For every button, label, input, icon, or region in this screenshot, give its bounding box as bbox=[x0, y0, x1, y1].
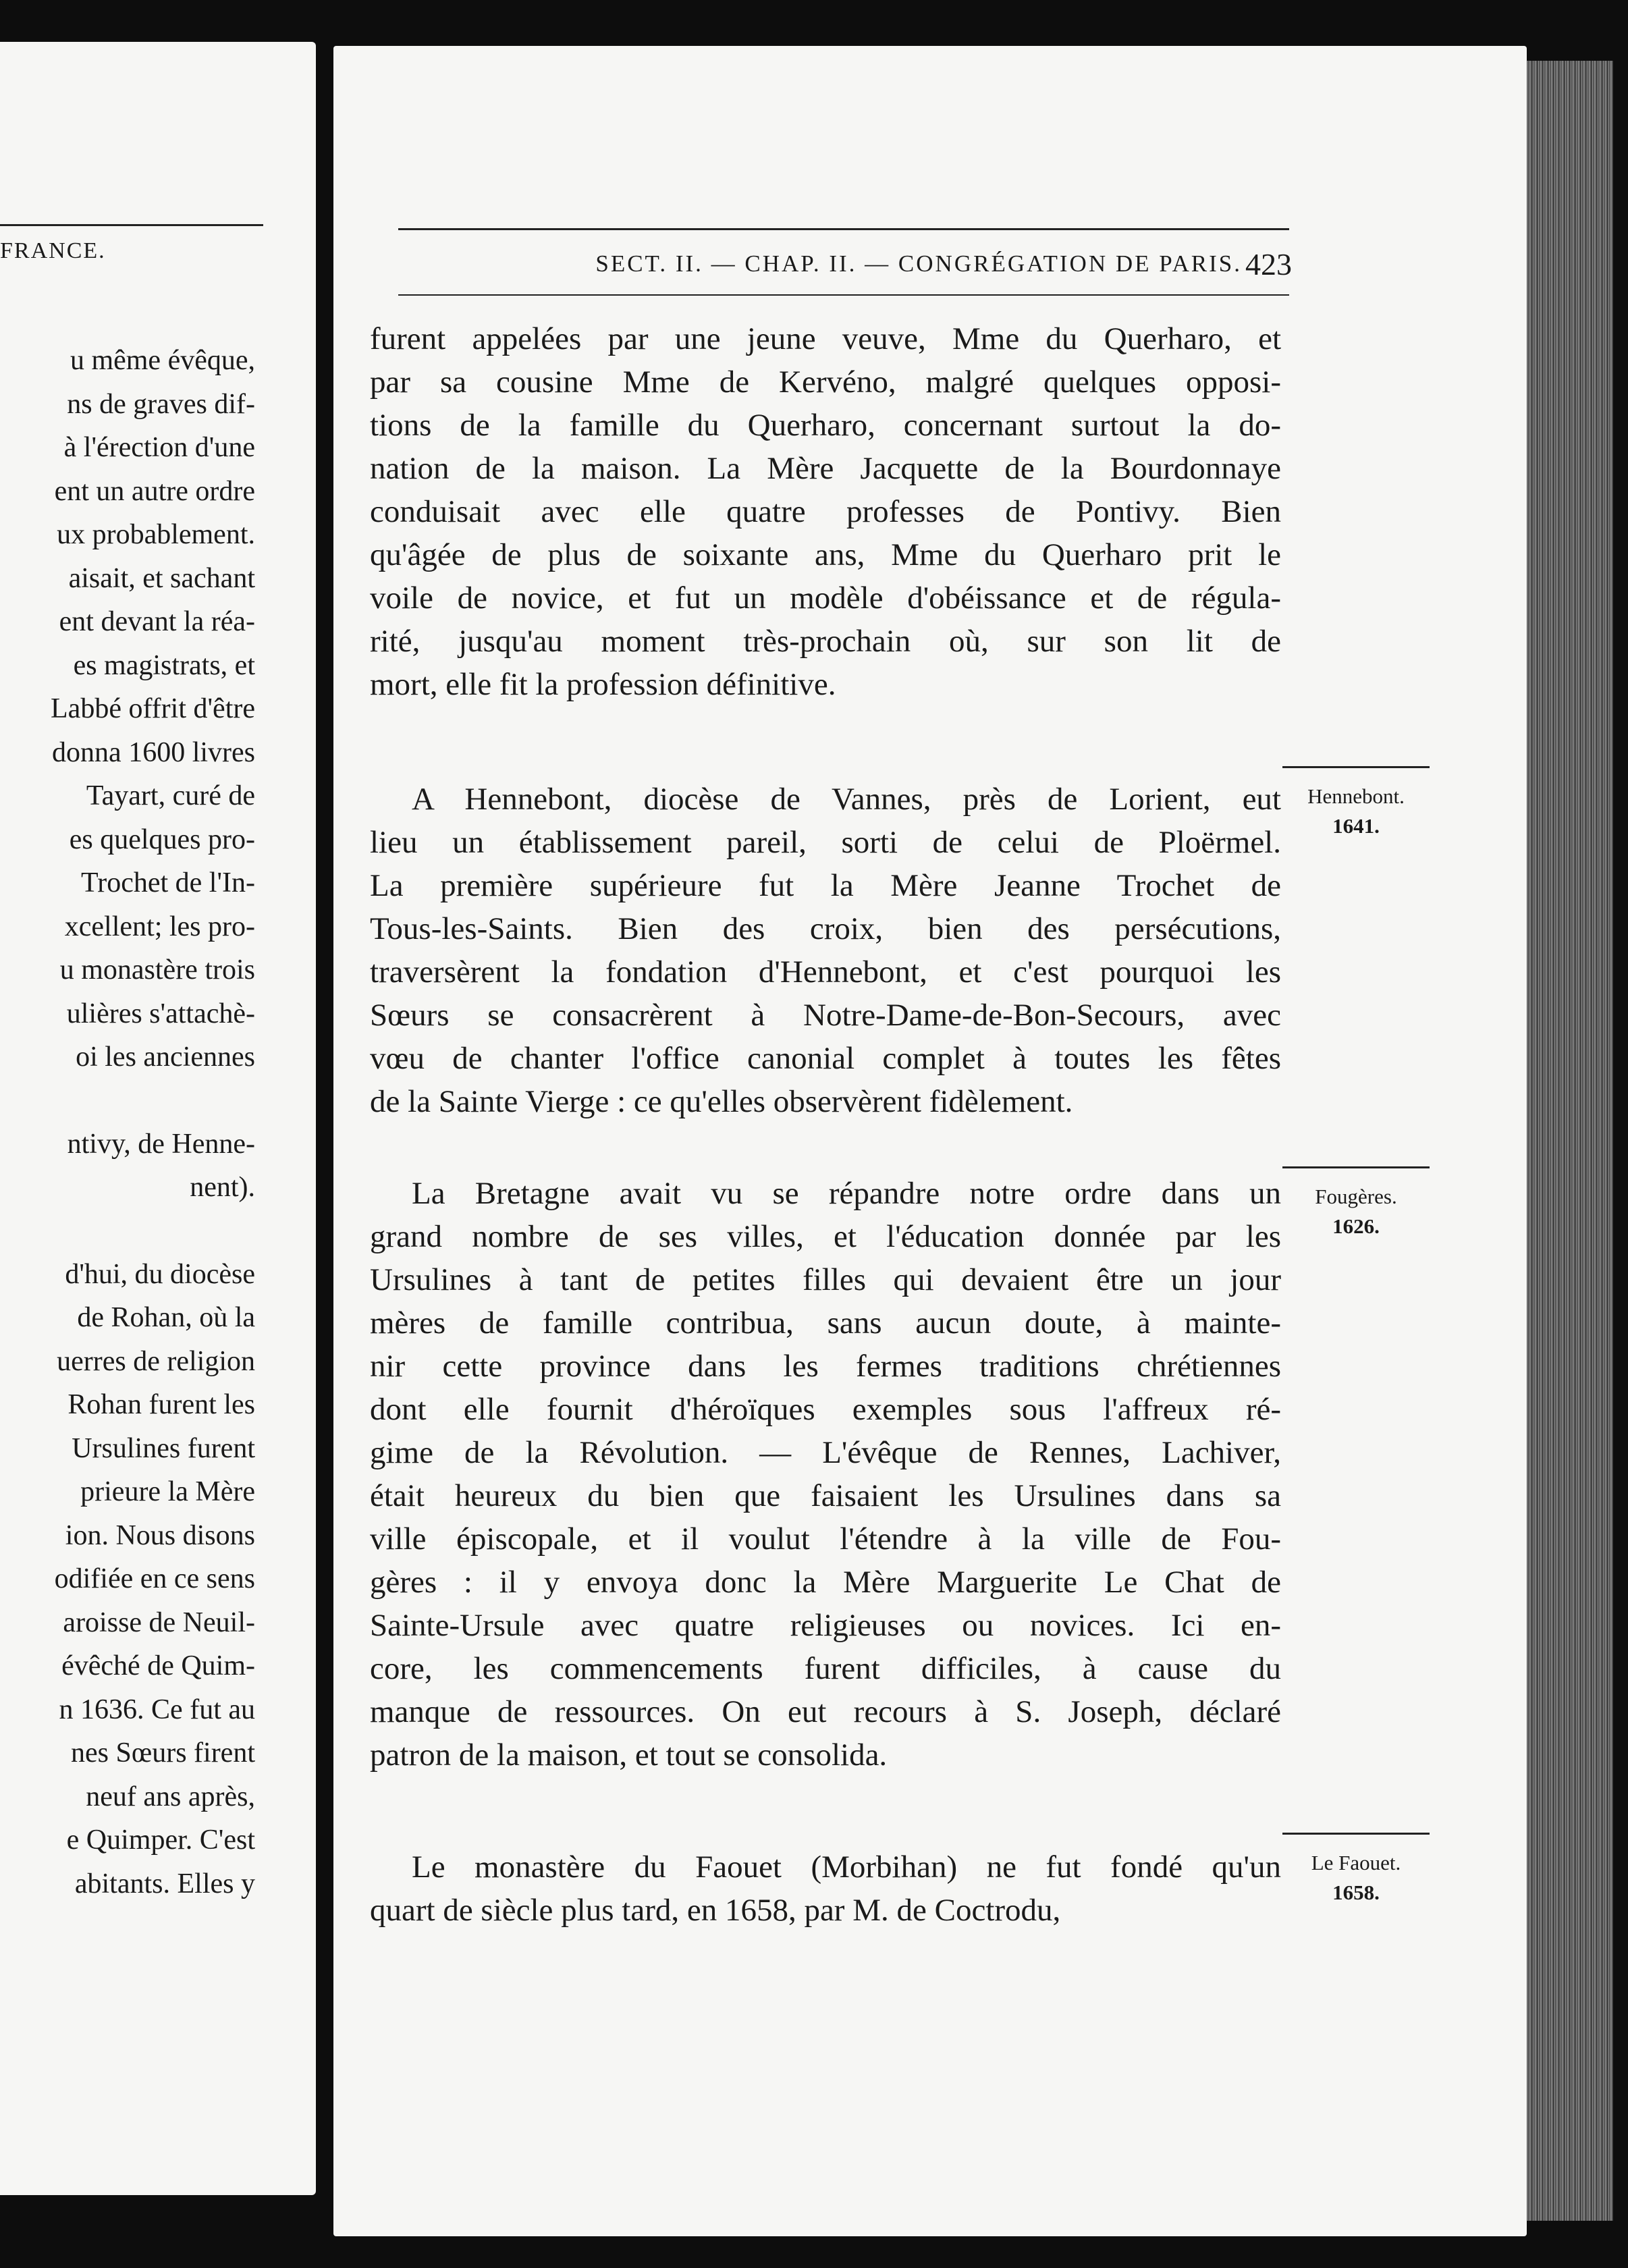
text-line: voile de novice, et fut un modèle d'obéissance et de régula- bbox=[370, 580, 1281, 616]
left-line: Ursulines furent bbox=[72, 1432, 255, 1464]
text-line: conduisait avec elle quatre professes de Pontivy. Bien bbox=[370, 494, 1281, 529]
book-page-edges bbox=[1512, 61, 1613, 2221]
text-line: nir cette province dans les fermes traditions chrétiennes bbox=[370, 1349, 1281, 1384]
text-line: de la Sainte Vierge : ce qu'elles observèrent fidèlement. bbox=[370, 1084, 1073, 1119]
left-line: donna 1600 livres bbox=[52, 736, 255, 768]
text-line: tions de la famille du Querharo, concernant surtout la do- bbox=[370, 408, 1281, 443]
text-line: traversèrent la fondation d'Hennebont, et c'est pourquoi les bbox=[370, 954, 1281, 990]
left-line: Trochet de l'In- bbox=[81, 867, 255, 898]
left-blank-line bbox=[0, 1210, 255, 1253]
left-line: ns de graves dif- bbox=[67, 388, 255, 420]
text-line: Le monastère du Faouet (Morbihan) ne fut fondé qu'un bbox=[412, 1850, 1281, 1885]
text-line: gères : il y envoya donc la Mère Marguerite Le Chat de bbox=[370, 1565, 1281, 1600]
sidenote-hennebont bbox=[1282, 766, 1430, 841]
text-line: furent appelées par une jeune veuve, Mme du Querharo, et bbox=[370, 321, 1281, 356]
running-header bbox=[398, 228, 1292, 281]
left-line: Labbé offrit d'être bbox=[51, 693, 255, 724]
text-line: dont elle fournit d'héroïques exemples sous l'affreux ré- bbox=[370, 1392, 1281, 1427]
text-line: mort, elle fit la profession définitive. bbox=[370, 667, 836, 702]
left-line: odifiée en ce sens bbox=[54, 1563, 255, 1594]
left-line: ulières s'attachè- bbox=[66, 998, 255, 1029]
text-line: vœu de chanter l'office canonial complet à toutes les fêtes bbox=[370, 1041, 1281, 1076]
sidenote-rule bbox=[1282, 766, 1430, 768]
page-number: 423 bbox=[1245, 247, 1292, 281]
text-line: mères de famille contribua, sans aucun doute, à mainte- bbox=[370, 1305, 1281, 1341]
left-line: e Quimper. C'est bbox=[66, 1825, 255, 1856]
left-line: es magistrats, et bbox=[73, 649, 255, 681]
sidenote-place: Hennebont. bbox=[1307, 784, 1405, 808]
left-blank-line bbox=[0, 1079, 255, 1123]
left-line: aroisse de Neuil- bbox=[63, 1606, 255, 1638]
text-line: Tous-les-Saints. Bien des croix, bien des persécutions, bbox=[370, 911, 1281, 946]
paragraph-bretagne bbox=[370, 1172, 1281, 1777]
paragraph-querharo bbox=[370, 317, 1281, 706]
text-line: ville épiscopale, et il voulut l'étendre à la ville de Fou- bbox=[370, 1521, 1281, 1557]
running-header-title: SECT. II. — CHAP. II. — CONGRÉGATION DE PARIS. bbox=[595, 250, 1242, 277]
left-line: ent devant la réa- bbox=[59, 606, 255, 637]
left-line: nent). bbox=[190, 1172, 255, 1203]
text-line: core, les commencements furent difficiles, à cause du bbox=[370, 1651, 1281, 1686]
text-line: par sa cousine Mme de Kervéno, malgré quelques opposi- bbox=[370, 364, 1281, 400]
text-line: manque de ressources. On eut recours à S. Joseph, déclaré bbox=[370, 1694, 1281, 1729]
left-line: u monastère trois bbox=[59, 954, 255, 986]
left-line: uerres de religion bbox=[57, 1345, 255, 1377]
text-line: était heureux du bien que faisaient les Ursulines dans sa bbox=[370, 1478, 1281, 1513]
left-line: oi les anciennes bbox=[76, 1042, 255, 1073]
left-line: Tayart, curé de bbox=[86, 780, 255, 811]
left-line: ux probablement. bbox=[57, 519, 255, 550]
sidenote-faouet bbox=[1282, 1833, 1430, 1908]
text-line: patron de la maison, et tout se consolida. bbox=[370, 1737, 888, 1773]
sidenote-year: 1641. bbox=[1332, 814, 1380, 838]
left-line: xcellent; les pro- bbox=[64, 911, 255, 942]
sidenote-rule bbox=[1282, 1833, 1430, 1835]
sidenote-year: 1658. bbox=[1332, 1881, 1380, 1904]
sidenote-fougeres bbox=[1282, 1166, 1430, 1241]
left-line: ion. Nous disons bbox=[65, 1519, 255, 1551]
text-line: lieu un établissement pareil, sorti de celui de Ploërmel. bbox=[370, 825, 1281, 860]
text-line: Ursulines à tant de petites filles qui devaient être un jour bbox=[370, 1262, 1281, 1297]
facing-page-left bbox=[0, 42, 316, 2195]
left-line: ent un autre ordre bbox=[54, 475, 255, 507]
left-line: aisait, et sachant bbox=[68, 562, 255, 594]
text-line: Sainte-Ursule avec quatre religieuses ou novices. Ici en- bbox=[370, 1608, 1281, 1643]
text-line: nation de la maison. La Mère Jacquette de la Bourdonnaye bbox=[370, 451, 1281, 486]
text-line: gime de la Révolution. — L'évêque de Rennes, Lachiver, bbox=[370, 1435, 1281, 1470]
left-line: de Rohan, où la bbox=[77, 1302, 255, 1333]
paragraph-hennebont bbox=[370, 778, 1281, 1123]
paragraph-faouet bbox=[370, 1845, 1281, 1932]
left-line: Rohan furent les bbox=[67, 1389, 255, 1420]
left-line: neuf ans après, bbox=[86, 1781, 255, 1812]
text-line: La première supérieure fut la Mère Jeanne Trochet de bbox=[370, 868, 1281, 903]
header-rule bbox=[398, 294, 1289, 296]
text-line: grand nombre de ses villes, et l'éducation donnée par les bbox=[370, 1219, 1281, 1254]
left-line: nes Sœurs firent bbox=[71, 1737, 255, 1769]
sidenote-year: 1626. bbox=[1332, 1214, 1380, 1238]
left-line: u même évêque, bbox=[70, 345, 255, 376]
text-line: Sœurs se consacrèrent à Notre-Dame-de-Bon-Secours, avec bbox=[370, 998, 1281, 1033]
left-line: es quelques pro- bbox=[69, 824, 255, 855]
left-line: abitants. Elles y bbox=[74, 1868, 255, 1899]
sidenote-place: Le Faouet. bbox=[1311, 1851, 1401, 1874]
left-line: d'hui, du diocèse bbox=[65, 1258, 255, 1290]
left-line: à l'érection d'une bbox=[63, 432, 255, 463]
text-line: rité, jusqu'au moment très-prochain où, sur son lit de bbox=[370, 624, 1281, 659]
text-line: quart de siècle plus tard, en 1658, par M. de Coctrodu, bbox=[370, 1893, 1061, 1928]
left-line: ntivy, de Henne- bbox=[67, 1128, 255, 1160]
left-line: n 1636. Ce fut au bbox=[59, 1694, 255, 1725]
left-line: prieure la Mère bbox=[80, 1476, 255, 1507]
text-line: qu'âgée de plus de soixante ans, Mme du Querharo prit le bbox=[370, 537, 1281, 572]
left-line: évêché de Quim- bbox=[61, 1650, 255, 1681]
left-page-text bbox=[0, 339, 255, 1906]
sidenote-place: Fougères. bbox=[1315, 1185, 1397, 1208]
text-line: A Hennebont, diocèse de Vannes, près de Lorient, eut bbox=[412, 782, 1281, 817]
text-line: La Bretagne avait vu se répandre notre ordre dans un bbox=[412, 1176, 1281, 1211]
left-running-header: FRANCE. bbox=[0, 224, 263, 264]
sidenote-rule bbox=[1282, 1166, 1430, 1168]
